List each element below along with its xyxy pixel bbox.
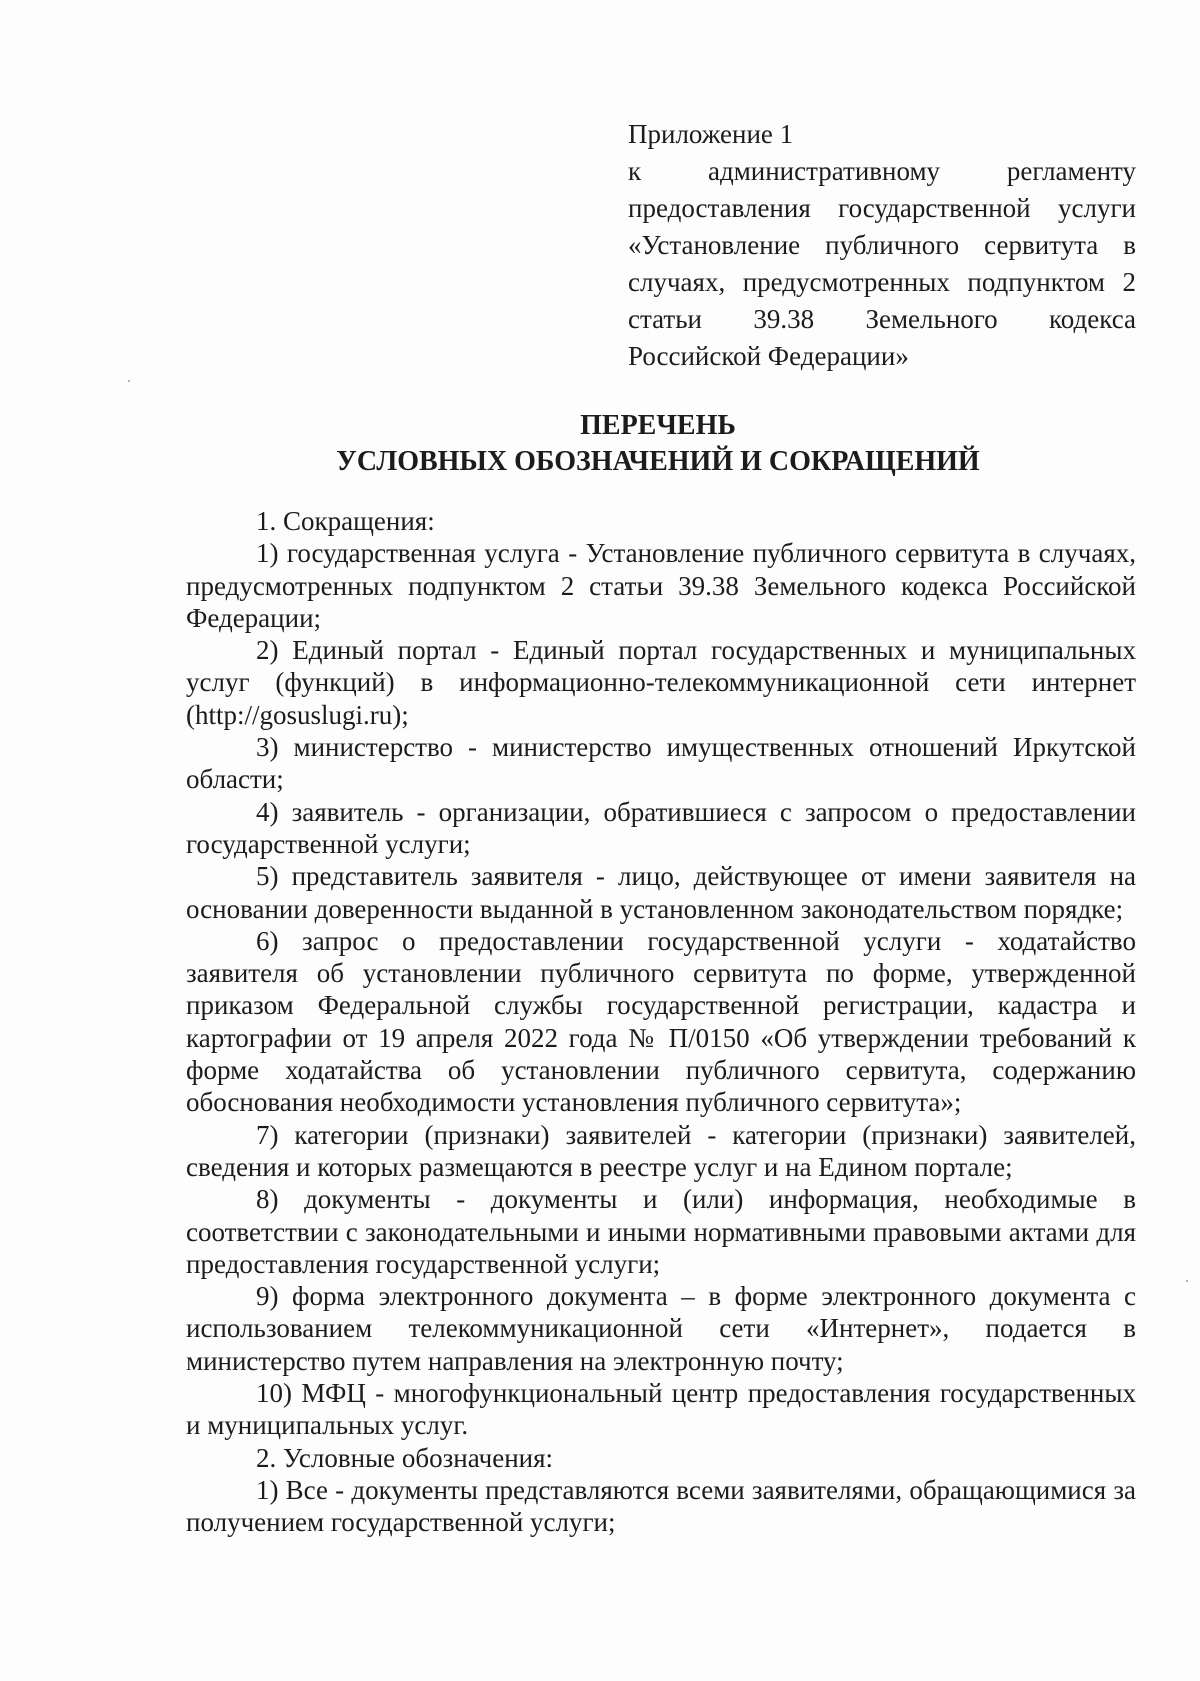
appendix-title: Приложение 1 xyxy=(628,119,794,149)
list-item: 1) государственная услуга - Установление публичного сервитута в случаях, предусмотренных подпунктом 2 статьи 39.38 Земельного кодекса Российской Федерации; xyxy=(186,538,1136,633)
document-body xyxy=(186,505,1136,1539)
heading-line-2: УСЛОВНЫХ ОБОЗНАЧЕНИЙ И СОКРАЩЕНИЙ xyxy=(336,446,980,477)
section-heading-symbols: 2. Условные обозначения: xyxy=(256,1442,554,1473)
appendix-reference: к административному регламенту предоставления государственной услуги «Установление публичного сервитута в случаях, предусмотренных подпунктом 2 статьи 39.38 Земельного кодекса Российской Федерации» xyxy=(628,156,1136,371)
list-item: 1) Все - документы представляются всеми заявителями, обращающимися за получением государственной услуги; xyxy=(186,1474,1136,1538)
scan-speck xyxy=(1186,1280,1188,1282)
list-item: 10) МФЦ - многофункциональный центр предоставления государственных и муниципальных услуг. xyxy=(186,1378,1136,1441)
list-item: 2) Единый портал - Единый портал государственных и муниципальных услуг (функций) в информационно-телекоммуникационной сети интернет (http://gosuslugi.ru); xyxy=(186,635,1136,730)
list-item: 9) форма электронного документа – в форме электронного документа с использованием телекоммуникационной сети «Интернет», подается в министерство путем направления на электронную почту; xyxy=(186,1281,1136,1376)
section-heading-abbreviations: 1. Сокращения: xyxy=(256,506,435,536)
list-item: 8) документы - документы и (или) информация, необходимые в соответствии с законодательными и иными нормативными правовыми актами для предоставления государственной услуги; xyxy=(186,1184,1136,1279)
appendix-note xyxy=(628,116,1136,375)
list-item: 5) представитель заявителя - лицо, действующее от имени заявителя на основании доверенности выданной в установленном законодательством порядке; xyxy=(186,861,1136,924)
list-item: 3) министерство - министерство имущественных отношений Иркутской области; xyxy=(186,732,1136,795)
list-item: 4) заявитель - организации, обратившиеся с запросом о предоставлении государственной услуги; xyxy=(186,796,1136,859)
list-item: 7) категории (признаки) заявителей - категории (признаки) заявителей, сведения и которых размещаются в реестре услуг и на Едином портале; xyxy=(186,1119,1136,1182)
document-heading xyxy=(180,408,1136,480)
scan-speck xyxy=(128,380,130,382)
heading-line-1: ПЕРЕЧЕНЬ xyxy=(580,410,736,441)
list-item: 6) запрос о предоставлении государственной услуги - ходатайство заявителя об установлении публичного сервитута по форме, утвержденной приказом Федеральной службы государственной регистрации, кадастра и картографии от 19 апреля 2022 года № П/0150 «Об утверждении требований к форме ходатайства об установлении публичного сервитута, содержанию обоснования необходимости установления публичного сервитута»; xyxy=(186,925,1136,1118)
